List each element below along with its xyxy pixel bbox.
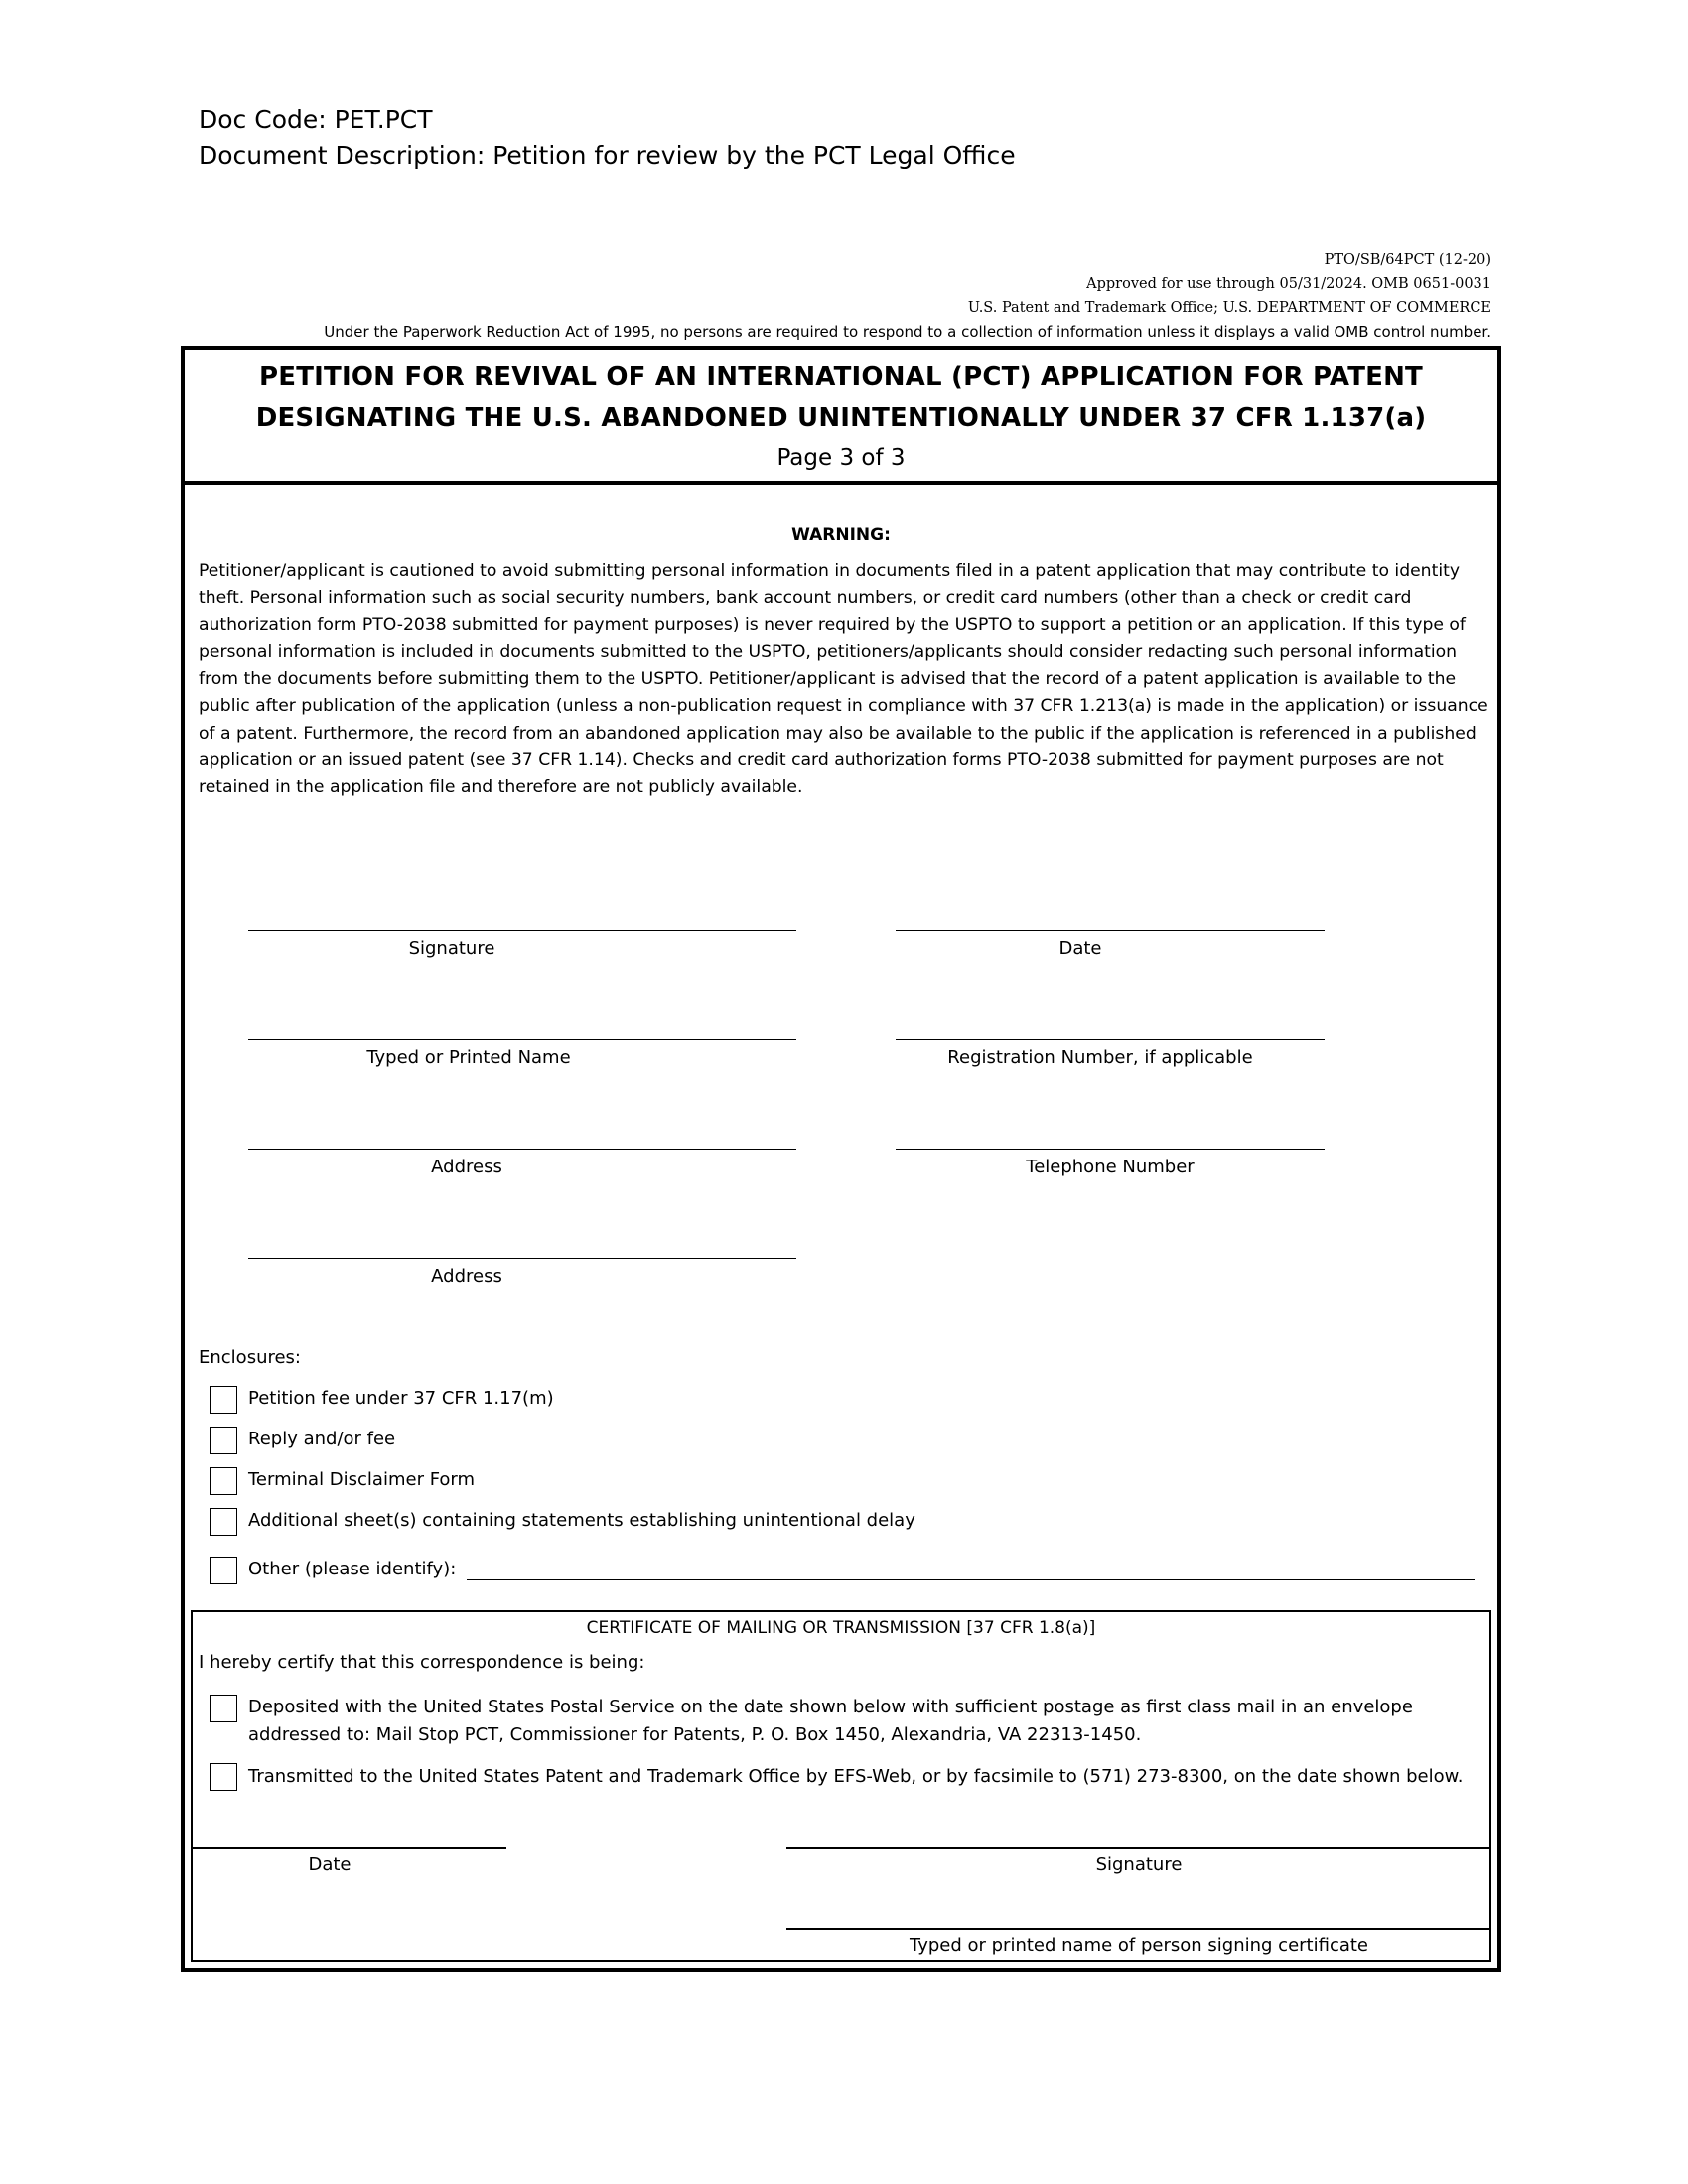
address-line-2[interactable] [248, 1258, 796, 1259]
paperwork-notice: Under the Paperwork Reduction Act of 1995, no persons are required to respond to a collection of information unless it displays a valid OMB control number. [324, 323, 1491, 341]
certificate-date-line[interactable] [191, 1847, 506, 1849]
enclosure-checkbox-other[interactable] [210, 1557, 237, 1584]
certificate-date-label: Date [308, 1854, 352, 1875]
typed-name-line[interactable] [248, 1039, 796, 1040]
enclosure-checkbox-petition-fee[interactable] [210, 1386, 237, 1414]
telephone-line[interactable] [896, 1149, 1325, 1150]
address-label-2: Address [431, 1266, 502, 1287]
enclosure-label-terminal-disclaimer: Terminal Disclaimer Form [248, 1469, 476, 1490]
doc-code: Doc Code: PET.PCT [199, 105, 433, 134]
enclosure-checkbox-additional-sheets[interactable] [210, 1508, 237, 1536]
agency-name: U.S. Patent and Trademark Office; U.S. DEPARTMENT OF COMMERCE [967, 300, 1491, 316]
typed-name-label: Typed or Printed Name [366, 1047, 571, 1068]
enclosure-checkbox-reply-fee[interactable] [210, 1427, 237, 1454]
certificate-option-mail-line1: Deposited with the United States Postal Service on the date shown below with sufficient postage as first class mail in an envelope [248, 1697, 1413, 1717]
certificate-signature-label: Signature [1095, 1854, 1183, 1875]
form-title-line2: DESIGNATING THE U.S. ABANDONED UNINTENTIONALLY UNDER 37 CFR 1.137(a) [255, 403, 1427, 433]
signature-line[interactable] [248, 930, 796, 931]
certificate-signature-line[interactable] [786, 1847, 1491, 1849]
other-identify-line[interactable] [467, 1579, 1475, 1580]
address-line-1[interactable] [248, 1149, 796, 1150]
certificate-option-mail-line2: addressed to: Mail Stop PCT, Commissioner for Patents, P. O. Box 1450, Alexandria, VA 22313-1450. [248, 1724, 1142, 1745]
form-number: PTO/SB/64PCT (12-20) [1324, 252, 1491, 268]
enclosure-label-additional-sheets: Additional sheet(s) containing statements establishing unintentional delay [248, 1510, 915, 1531]
warning-heading: WARNING: [791, 525, 891, 545]
page-number: Page 3 of 3 [776, 445, 906, 471]
enclosure-checkbox-terminal-disclaimer[interactable] [210, 1467, 237, 1495]
address-label-1: Address [431, 1157, 502, 1177]
enclosure-label-other: Other (please identify): [248, 1559, 457, 1579]
certificate-typed-name-label: Typed or printed name of person signing certificate [910, 1935, 1368, 1956]
signature-label: Signature [408, 938, 495, 959]
registration-number-line[interactable] [896, 1039, 1325, 1040]
certificate-intro: I hereby certify that this correspondence is being: [199, 1652, 645, 1673]
certificate-checkbox-mail[interactable] [210, 1695, 237, 1722]
doc-description: Document Description: Petition for review by the PCT Legal Office [199, 141, 1016, 170]
certificate-option-transmit: Transmitted to the United States Patent and Trademark Office by EFS-Web, or by facsimile to (571) 273-8300, on the date shown below. [248, 1766, 1464, 1787]
omb-approval: Approved for use through 05/31/2024. OMB 0651-0031 [1086, 276, 1491, 292]
date-label: Date [1058, 938, 1102, 959]
telephone-label: Telephone Number [1026, 1157, 1195, 1177]
certificate-typed-name-line[interactable] [786, 1928, 1491, 1930]
enclosure-label-reply-fee: Reply and/or fee [248, 1429, 396, 1449]
date-line[interactable] [896, 930, 1325, 931]
form-title-line1: PETITION FOR REVIVAL OF AN INTERNATIONAL (PCT) APPLICATION FOR PATENT [258, 362, 1423, 392]
certificate-title: CERTIFICATE OF MAILING OR TRANSMISSION [37 CFR 1.8(a)] [586, 1618, 1096, 1638]
registration-number-label: Registration Number, if applicable [947, 1047, 1253, 1068]
warning-text: Petitioner/applicant is cautioned to avoid submitting personal information in documents filed in a patent application that may contribute to identity theft. Personal information such as social security numbers, bank account numbers, or credit card numbers (other than a check or credit card authorization form PTO-2038 submitted for payment purposes) is never required by the USPTO to support a petition or an application. If this type of personal information is included in documents submitted to the USPTO, petitioners/applicants should consider redacting such personal information from the documents before submitting them to the USPTO. Petitioner/applicant is advised that the record of a patent application is available to the public after publication of the application (unless a non-publication request in compliance with 37 CFR 1.213(a) is made in the application) or issuance of a patent. Furthermore, the record from an abandoned application may also be available to the public if the application is referenced in a published application or an issued patent (see 37 CFR 1.14). Checks and credit card authorization forms PTO-2038 submitted for payment purposes are not retained in the application file and therefore are not publicly available. [199, 561, 1488, 798]
certificate-checkbox-transmit[interactable] [210, 1763, 237, 1791]
enclosures-heading: Enclosures: [199, 1347, 301, 1368]
enclosure-label-petition-fee: Petition fee under 37 CFR 1.17(m) [248, 1388, 554, 1409]
